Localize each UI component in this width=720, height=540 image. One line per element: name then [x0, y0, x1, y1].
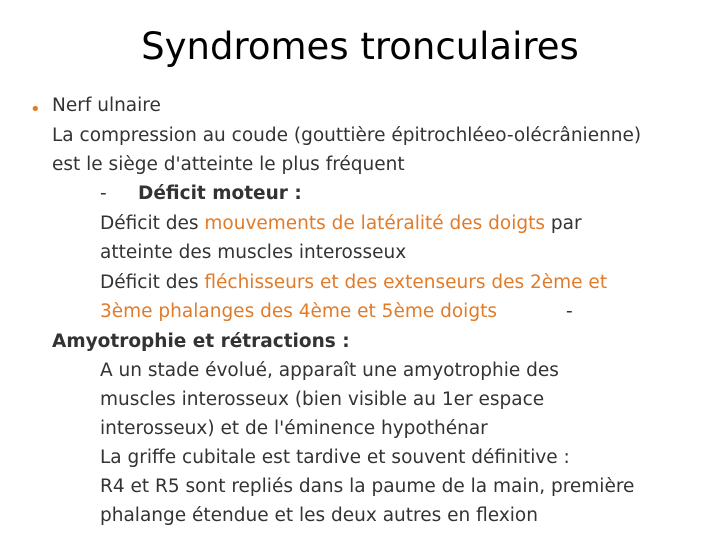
- text-line: muscles interosseux (bien visible au 1er espace: [100, 389, 545, 410]
- highlight-text: mouvements de latéralité des doigts: [204, 213, 546, 234]
- nerve-heading: Nerf ulnaire: [52, 95, 161, 116]
- highlight-text: fléchisseurs et des extenseurs des 2ème et: [204, 272, 608, 293]
- text-line: La compression au coude (gouttière épitrochléeo-olécrânienne): [52, 125, 642, 146]
- amyotrophy-heading: Amyotrophie et rétractions :: [52, 331, 350, 352]
- text-line: interosseux) et de l'éminence hypothénar: [100, 418, 488, 439]
- text-line: est le siège d'atteinte le plus fréquent: [52, 154, 405, 175]
- page-title: Syndromes tronculaires: [141, 25, 579, 68]
- text-line: Déficit des fléchisseurs et des extenseurs des 2ème et: [100, 272, 608, 293]
- motor-deficit-heading: Déficit moteur :: [138, 183, 302, 204]
- text-line: La griffe cubitale est tardive et souvent définitive :: [100, 447, 570, 468]
- dash-marker: -: [100, 183, 107, 204]
- text-line: phalange étendue et les deux autres en flexion: [100, 505, 538, 526]
- text-line: Déficit des mouvements de latéralité des doigts par: [100, 213, 582, 234]
- text-line: atteinte des muscles interosseux: [100, 242, 407, 263]
- bullet-icon: •: [30, 99, 41, 120]
- highlight-text: 3ème phalanges des 4ème et 5ème doigts: [100, 301, 497, 322]
- dash-marker: -: [566, 301, 573, 322]
- text-line: A un stade évolué, apparaît une amyotrophie des: [100, 360, 559, 381]
- text-line: R4 et R5 sont repliés dans la paume de la main, première: [100, 476, 635, 497]
